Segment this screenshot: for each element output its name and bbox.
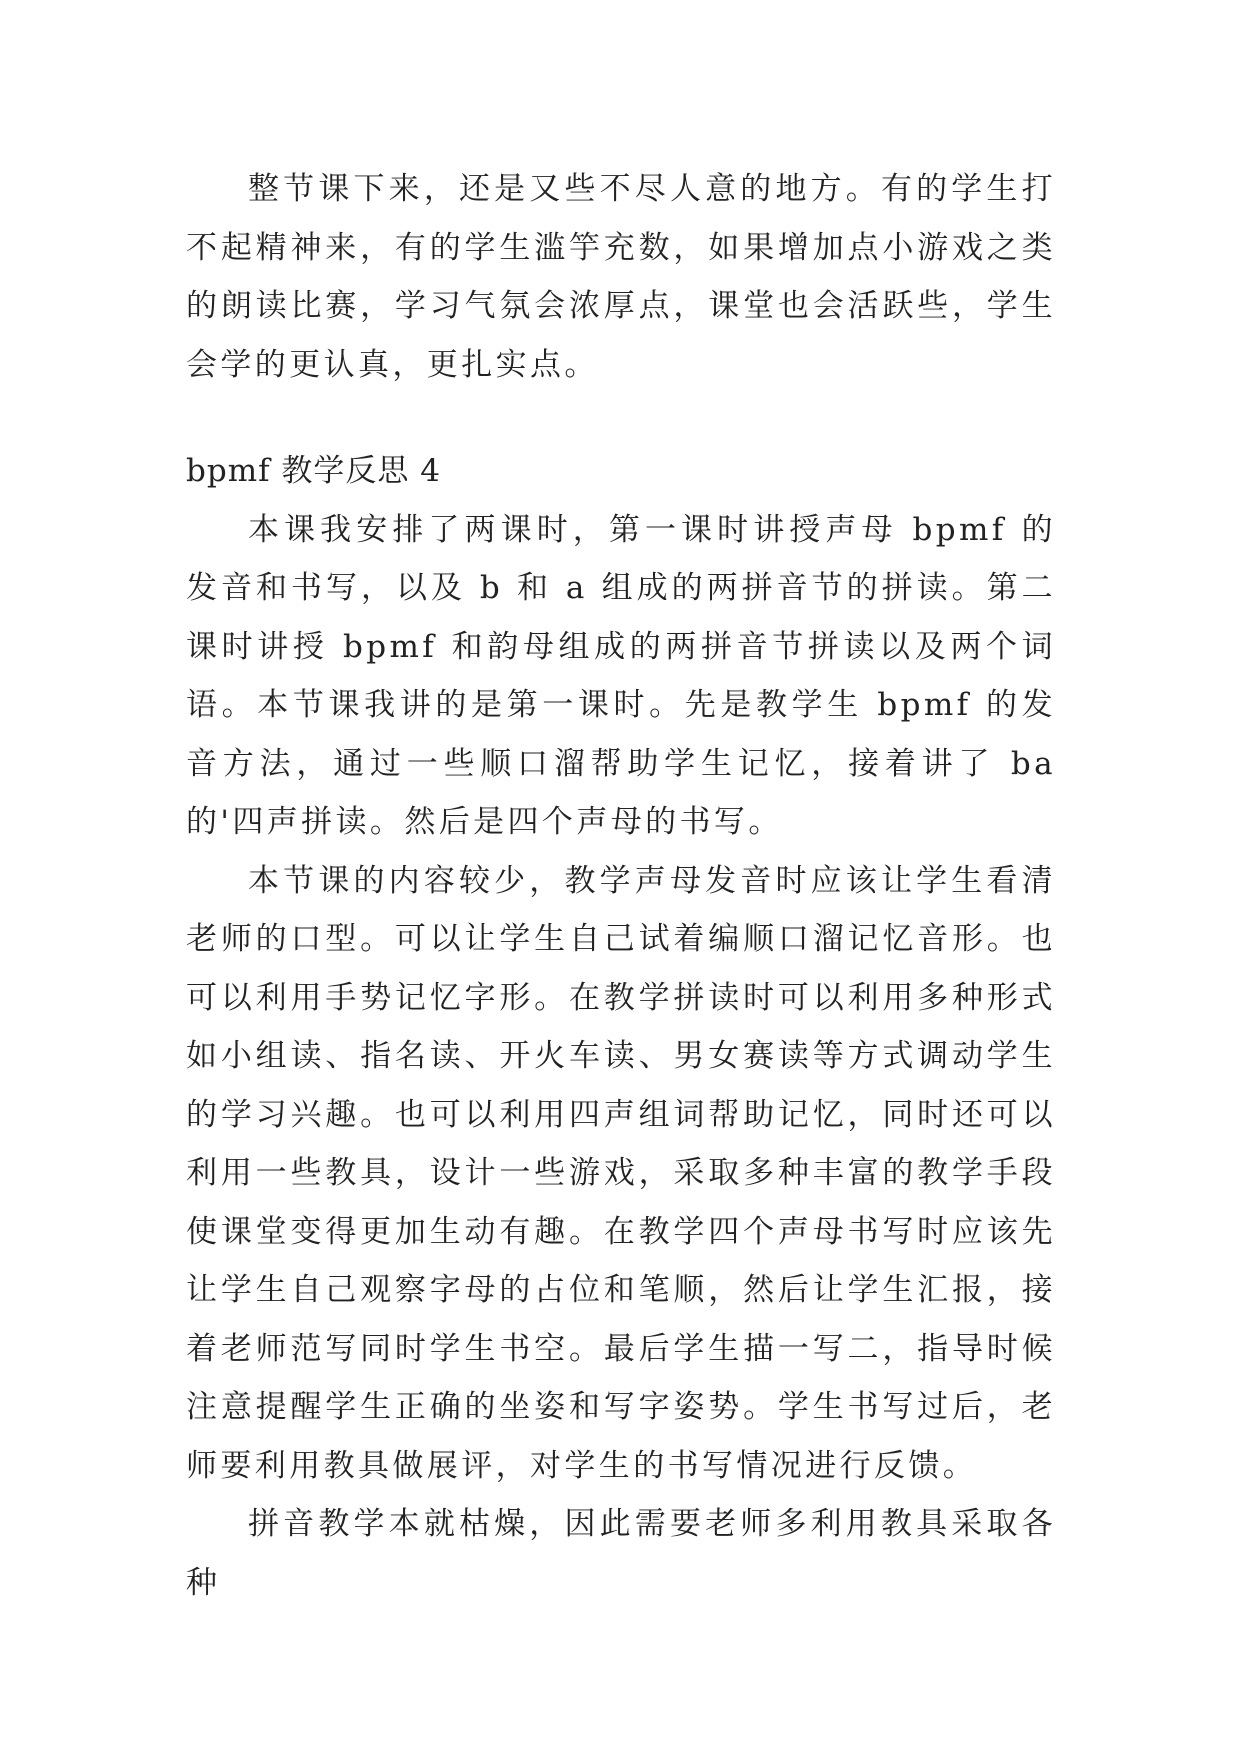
paragraph-teaching-suggestions: 本节课的内容较少，教学声母发音时应该让学生看清老师的口型。可以让学生自己试着编顺口溜记忆音形。也可以利用手势记忆字形。在教学拼读时可以利用多种形式如小组读、指名读、开火车读、男女赛读等方式调动学生的学习兴趣。也可以利用四声组词帮助记忆，同时还可以利用一些教具，设计一些游戏，采取多种丰富的教学手段使课堂变得更加生动有趣。在教学四个声母书写时应该先让学生自己观察字母的占位和笔顺，然后让学生汇报，接着老师范写同时学生书空。最后学生描一写二，指导时候注意提醒学生正确的坐姿和写字姿势。学生书写过后，老师要利用教具做展评，对学生的书写情况进行反馈。 (186, 862, 1056, 1484)
document-body (186, 160, 1056, 1612)
section-title: bpmf 教学反思 4 (186, 453, 441, 489)
paragraph-pinyin-teaching: 拼音教学本就枯燥，因此需要老师多利用教具采取各种 (186, 1506, 1056, 1601)
paragraph-reflection-summary: 整节课下来，还是又些不尽人意的地方。有的学生打不起精神来，有的学生滥竽充数，如果增加点小游戏之类的朗读比赛，学习气氛会浓厚点，课堂也会活跃些，学生会学的更认真，更扎实点。 (186, 171, 1056, 383)
paragraph-lesson-plan: 本课我安排了两课时，第一课时讲授声母 bpmf 的发音和书写，以及 b 和 a 组成的两拼音节的拼读。第二课时讲授 bpmf 和韵母组成的两拼音节拼读以及两个词语。本节课我讲的是第一课时。先是教学生 bpmf 的发音方法，通过一些顺口溜帮助学生记忆，接着讲了 ba 的'四声拼读。然后是四个声母的书写。 (186, 511, 1056, 840)
